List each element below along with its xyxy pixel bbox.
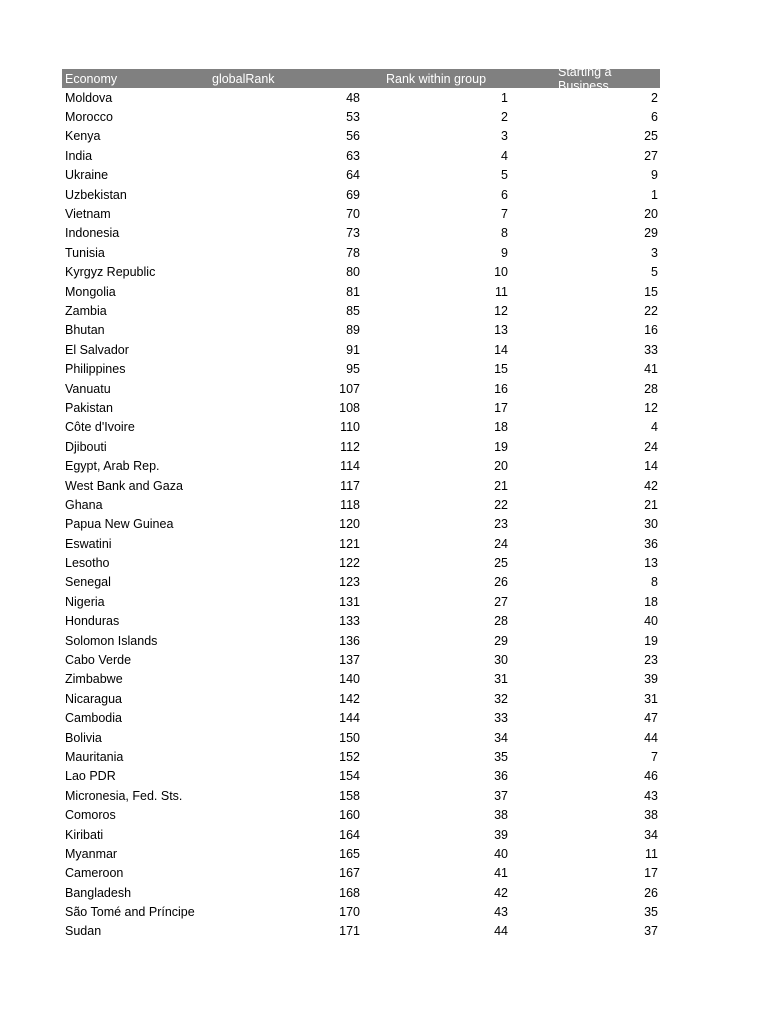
table-row	[62, 398, 660, 417]
global-rank-cell: 133	[339, 614, 360, 629]
global-rank-cell: 117	[340, 478, 360, 493]
table-row	[62, 573, 660, 592]
table-row	[62, 204, 660, 223]
economy-cell: Uzbekistan	[65, 187, 127, 202]
table-row	[62, 437, 660, 456]
economy-cell: Comoros	[65, 808, 116, 823]
rank-within-group-cell: 9	[501, 245, 508, 260]
economy-cell: Zimbabwe	[65, 672, 123, 687]
global-rank-cell: 168	[339, 885, 360, 900]
economy-cell: Nigeria	[65, 594, 105, 609]
rank-within-group-cell: 37	[494, 788, 508, 803]
global-rank-cell: 80	[346, 265, 360, 280]
table-row	[62, 243, 660, 262]
economy-cell: Morocco	[65, 110, 113, 125]
economy-cell: Vietnam	[65, 207, 111, 222]
global-rank-cell: 91	[346, 342, 360, 357]
table-row	[62, 340, 660, 359]
global-rank-cell: 140	[339, 672, 360, 687]
economy-cell: India	[65, 148, 93, 163]
rank-within-group-cell: 34	[494, 730, 508, 745]
table-row	[62, 670, 660, 689]
rank-within-group-cell: 8	[501, 226, 508, 241]
starting-a-business-cell: 8	[651, 575, 658, 590]
table-body	[62, 88, 660, 941]
global-rank-cell: 81	[346, 284, 360, 299]
economy-cell: Zambia	[65, 303, 107, 318]
starting-a-business-cell: 20	[644, 207, 658, 222]
economy-cell: Kyrgyz Republic	[65, 265, 156, 280]
starting-a-business-cell: 27	[644, 148, 658, 163]
table-row	[62, 709, 660, 728]
global-rank-cell: 142	[339, 691, 360, 706]
starting-a-business-cell: 33	[644, 342, 658, 357]
economy-cell: Pakistan	[65, 400, 113, 415]
global-rank-cell: 53	[346, 110, 360, 125]
table-row	[62, 321, 660, 340]
economy-cell: Djibouti	[65, 439, 107, 454]
economy-cell: Côte d'Ivoire	[65, 420, 135, 435]
global-rank-cell: 114	[340, 459, 360, 474]
header-starting-a-business: Starting a Business	[558, 64, 612, 93]
economy-cell: Honduras	[65, 614, 120, 629]
table-row	[62, 786, 660, 805]
economy-cell: Lao PDR	[65, 769, 116, 784]
economy-cell: Cameroon	[65, 866, 124, 881]
table-row	[62, 864, 660, 883]
global-rank-cell: 95	[346, 362, 360, 377]
starting-a-business-cell: 3	[651, 245, 658, 260]
rank-within-group-cell: 17	[494, 400, 508, 415]
starting-a-business-cell: 7	[651, 749, 658, 764]
starting-a-business-cell: 11	[645, 846, 658, 861]
table-row	[62, 515, 660, 534]
table-row	[62, 224, 660, 243]
starting-a-business-cell: 35	[644, 905, 658, 920]
rank-within-group-cell: 12	[494, 303, 508, 318]
economy-cell: Cambodia	[65, 711, 122, 726]
table-row	[62, 359, 660, 378]
economy-cell: Nicaragua	[65, 691, 122, 706]
economy-cell: Indonesia	[65, 226, 120, 241]
global-rank-cell: 56	[346, 129, 360, 144]
rank-within-group-cell: 3	[501, 129, 508, 144]
starting-a-business-cell: 22	[644, 303, 658, 318]
global-rank-cell: 170	[339, 905, 360, 920]
starting-a-business-cell: 28	[644, 381, 658, 396]
starting-a-business-cell: 41	[644, 362, 658, 377]
rank-within-group-cell: 28	[494, 614, 508, 629]
rank-within-group-cell: 29	[494, 633, 508, 648]
table-row	[62, 88, 660, 107]
global-rank-cell: 171	[339, 924, 360, 939]
starting-a-business-cell: 19	[644, 633, 658, 648]
economy-cell: Ghana	[65, 497, 103, 512]
table-row	[62, 107, 660, 126]
global-rank-cell: 131	[339, 594, 360, 609]
rank-within-group-cell: 5	[501, 168, 508, 183]
table-row	[62, 592, 660, 611]
economy-cell: São Tomé and Príncipe	[65, 905, 195, 920]
global-rank-cell: 158	[339, 788, 360, 803]
rank-within-group-cell: 14	[494, 342, 508, 357]
starting-a-business-cell: 31	[644, 691, 658, 706]
starting-a-business-cell: 13	[644, 556, 658, 571]
global-rank-cell: 123	[339, 575, 360, 590]
rank-within-group-cell: 2	[501, 110, 508, 125]
rank-within-group-cell: 20	[494, 459, 508, 474]
economy-cell: Sudan	[65, 924, 102, 939]
economy-cell: Lesotho	[65, 556, 110, 571]
starting-a-business-cell: 5	[651, 265, 658, 280]
starting-a-business-cell: 42	[644, 478, 658, 493]
starting-a-business-cell: 38	[644, 808, 658, 823]
rank-within-group-cell: 7	[501, 207, 508, 222]
rank-within-group-cell: 16	[494, 381, 508, 396]
rank-within-group-cell: 25	[494, 556, 508, 571]
table-row	[62, 631, 660, 650]
rank-within-group-cell: 41	[494, 866, 508, 881]
economy-cell: Mongolia	[65, 284, 116, 299]
rank-within-group-cell: 26	[494, 575, 508, 590]
table-row	[62, 263, 660, 282]
table-row	[62, 301, 660, 320]
starting-a-business-cell: 43	[644, 788, 658, 803]
starting-a-business-cell: 30	[644, 517, 658, 532]
table-row	[62, 650, 660, 669]
table-row	[62, 689, 660, 708]
data-table	[62, 64, 660, 941]
economy-cell: Ukraine	[65, 168, 109, 183]
rank-within-group-cell: 10	[494, 265, 508, 280]
starting-a-business-cell: 34	[644, 827, 658, 842]
table-row	[62, 553, 660, 572]
economy-cell: Philippines	[65, 362, 126, 377]
economy-cell: Bhutan	[65, 323, 105, 338]
table-row	[62, 418, 660, 437]
rank-within-group-cell: 31	[494, 672, 508, 687]
starting-a-business-cell: 1	[651, 187, 658, 202]
global-rank-cell: 107	[339, 381, 360, 396]
global-rank-cell: 73	[346, 226, 360, 241]
table-row	[62, 612, 660, 631]
rank-within-group-cell: 43	[494, 905, 508, 920]
global-rank-cell: 160	[339, 808, 360, 823]
starting-a-business-cell: 9	[651, 168, 658, 183]
rank-within-group-cell: 6	[501, 187, 508, 202]
economy-cell: Myanmar	[65, 846, 118, 861]
rank-within-group-cell: 13	[494, 323, 508, 338]
starting-a-business-cell: 26	[644, 885, 658, 900]
starting-a-business-cell: 25	[644, 129, 658, 144]
economy-cell: Bolivia	[65, 730, 102, 745]
rank-within-group-cell: 44	[494, 924, 508, 939]
rank-within-group-cell: 27	[494, 594, 508, 609]
global-rank-cell: 112	[340, 439, 360, 454]
global-rank-cell: 154	[339, 769, 360, 784]
global-rank-cell: 122	[339, 556, 360, 571]
table-row	[62, 922, 660, 941]
economy-cell: Senegal	[65, 575, 111, 590]
starting-a-business-cell: 14	[644, 459, 658, 474]
starting-a-business-cell: 2	[651, 90, 658, 105]
global-rank-cell: 89	[346, 323, 360, 338]
economy-cell: Papua New Guinea	[65, 517, 174, 532]
rank-within-group-cell: 40	[494, 846, 508, 861]
header-rank-within-group: Rank within group	[385, 71, 487, 86]
starting-a-business-cell: 46	[644, 769, 658, 784]
economy-cell: Egypt, Arab Rep.	[65, 459, 160, 474]
global-rank-cell: 110	[340, 420, 360, 435]
rank-within-group-cell: 30	[494, 653, 508, 668]
table-row	[62, 379, 660, 398]
economy-cell: West Bank and Gaza	[65, 478, 183, 493]
economy-cell: Micronesia, Fed. Sts.	[65, 788, 183, 803]
rank-within-group-cell: 4	[501, 148, 508, 163]
starting-a-business-cell: 23	[644, 653, 658, 668]
rank-within-group-cell: 19	[494, 439, 508, 454]
rank-within-group-cell: 22	[494, 497, 508, 512]
economy-cell: Eswatini	[65, 536, 112, 551]
global-rank-cell: 121	[339, 536, 360, 551]
table-row	[62, 902, 660, 921]
starting-a-business-cell: 6	[651, 110, 658, 125]
header-economy: Economy	[65, 71, 118, 86]
global-rank-cell: 63	[346, 148, 360, 163]
starting-a-business-cell: 15	[644, 284, 658, 299]
global-rank-cell: 167	[339, 866, 360, 881]
economy-cell: Mauritania	[65, 749, 124, 764]
rank-within-group-cell: 21	[494, 478, 508, 493]
table-row	[62, 146, 660, 165]
rank-within-group-cell: 39	[494, 827, 508, 842]
global-rank-cell: 85	[346, 303, 360, 318]
table-row	[62, 844, 660, 863]
table-row	[62, 883, 660, 902]
economy-cell: Tunisia	[65, 245, 105, 260]
table-row	[62, 767, 660, 786]
starting-a-business-cell: 18	[644, 594, 658, 609]
starting-a-business-cell: 4	[651, 420, 658, 435]
starting-a-business-cell: 47	[644, 711, 658, 726]
global-rank-cell: 64	[346, 168, 360, 183]
starting-a-business-cell: 17	[644, 866, 658, 881]
global-rank-cell: 118	[340, 497, 360, 512]
rank-within-group-cell: 38	[494, 808, 508, 823]
global-rank-cell: 69	[346, 187, 360, 202]
table-header-row	[62, 64, 660, 93]
global-rank-cell: 150	[339, 730, 360, 745]
economy-cell: Bangladesh	[65, 885, 132, 900]
starting-a-business-cell: 29	[644, 226, 658, 241]
table-row	[62, 495, 660, 514]
global-rank-cell: 165	[339, 846, 360, 861]
starting-a-business-cell: 39	[644, 672, 658, 687]
rank-within-group-cell: 33	[494, 711, 508, 726]
economy-cell: Vanuatu	[65, 381, 111, 396]
table-row	[62, 747, 660, 766]
economy-cell: El Salvador	[65, 342, 129, 357]
economy-cell: Cabo Verde	[65, 653, 132, 668]
table-row	[62, 728, 660, 747]
rank-within-group-cell: 18	[494, 420, 508, 435]
rank-within-group-cell: 15	[494, 362, 508, 377]
global-rank-cell: 164	[339, 827, 360, 842]
economy-cell: Kenya	[65, 129, 101, 144]
global-rank-cell: 144	[339, 711, 360, 726]
starting-a-business-cell: 40	[644, 614, 658, 629]
table-row	[62, 456, 660, 475]
global-rank-cell: 152	[339, 749, 360, 764]
starting-a-business-cell: 37	[644, 924, 658, 939]
table-row	[62, 282, 660, 301]
rank-within-group-cell: 42	[494, 885, 508, 900]
starting-a-business-cell: 24	[644, 439, 658, 454]
starting-a-business-cell: 16	[644, 323, 658, 338]
rank-within-group-cell: 11	[495, 284, 508, 299]
global-rank-cell: 48	[346, 90, 360, 105]
table-row	[62, 166, 660, 185]
rank-within-group-cell: 23	[494, 517, 508, 532]
header-global-rank: globalRank	[212, 71, 275, 86]
rank-within-group-cell: 24	[494, 536, 508, 551]
table-row	[62, 534, 660, 553]
global-rank-cell: 120	[339, 517, 360, 532]
global-rank-cell: 136	[339, 633, 360, 648]
economy-cell: Kiribati	[65, 827, 104, 842]
starting-a-business-cell: 44	[644, 730, 658, 745]
table-row	[62, 825, 660, 844]
economy-cell: Moldova	[65, 90, 113, 105]
table-row	[62, 185, 660, 204]
global-rank-cell: 108	[339, 400, 360, 415]
table-row	[62, 127, 660, 146]
starting-a-business-cell: 12	[644, 400, 658, 415]
rank-within-group-cell: 35	[494, 749, 508, 764]
economy-cell: Solomon Islands	[65, 633, 158, 648]
global-rank-cell: 78	[346, 245, 360, 260]
rank-within-group-cell: 1	[501, 90, 508, 105]
table-row	[62, 476, 660, 495]
table-row	[62, 805, 660, 824]
global-rank-cell: 70	[346, 207, 360, 222]
rank-within-group-cell: 32	[494, 691, 508, 706]
starting-a-business-cell: 36	[644, 536, 658, 551]
starting-a-business-cell: 21	[644, 497, 658, 512]
rank-within-group-cell: 36	[494, 769, 508, 784]
global-rank-cell: 137	[339, 653, 360, 668]
